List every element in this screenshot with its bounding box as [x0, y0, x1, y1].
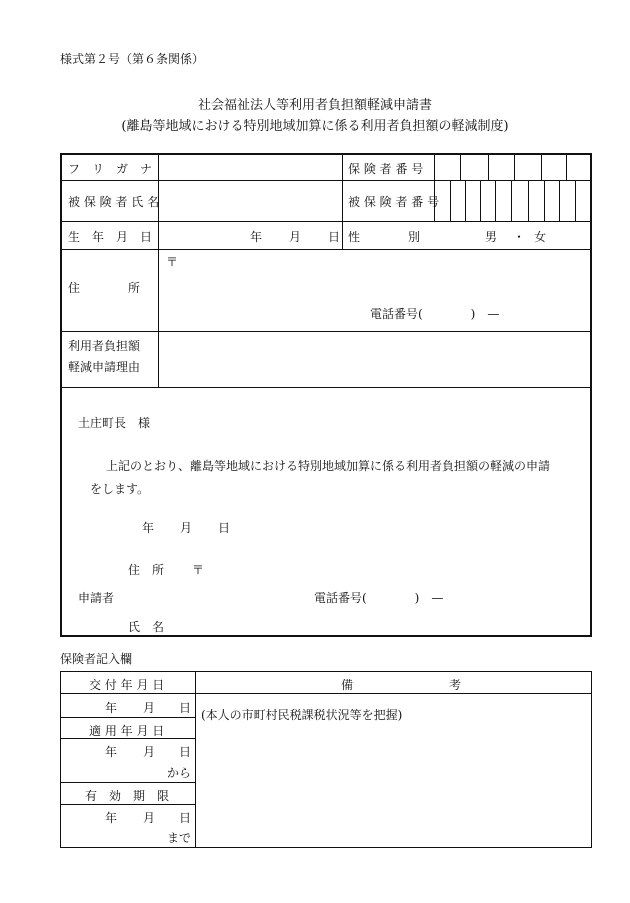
digit-box-divider [559, 180, 560, 221]
issue-month: 月 [143, 701, 156, 715]
row-divider [61, 693, 591, 694]
row-divider [62, 387, 590, 388]
sex-female[interactable]: 女 [534, 230, 547, 244]
digit-box-divider [566, 155, 567, 180]
date-month: 月 [180, 521, 193, 535]
statement-line2: をします。 [90, 482, 150, 496]
row-divider [62, 331, 590, 332]
date-year: 年 [142, 521, 155, 535]
dob-day: 日 [328, 230, 341, 244]
issue-date-label: 交 付 年 月 日 [89, 678, 165, 692]
postal-mark: 〒 [166, 255, 179, 269]
digit-box-divider [450, 180, 451, 221]
address-label: 住 所 [68, 281, 141, 295]
applicant-name-label: 氏 名 [128, 620, 165, 634]
sex-separator: ・ [513, 230, 526, 244]
apply-date-label: 適 用 年 月 日 [89, 724, 165, 738]
row-divider [61, 782, 195, 783]
form-title: 社会福祉法人等利用者負担額軽減申請書 [197, 98, 432, 113]
sex-label: 性 別 [348, 230, 421, 244]
address-field[interactable] [182, 253, 582, 301]
sex-male[interactable]: 男 [485, 230, 498, 244]
row-divider [61, 717, 195, 718]
form-subtitle: (離島等地域における特別地域加算に係る利用者負担額の軽減制度) [121, 119, 509, 134]
dob-label: 生 年 月 日 [68, 230, 153, 244]
issue-day: 日 [179, 701, 192, 715]
insured-name-label: 被 保 険 者 氏 名 [68, 195, 160, 209]
digit-box-divider [514, 155, 515, 180]
row-divider [62, 221, 590, 222]
row-divider [61, 804, 195, 805]
date-day: 日 [218, 521, 231, 535]
col-divider [342, 155, 343, 249]
row-divider [62, 249, 590, 250]
validity-label: 有 効 期 限 [85, 789, 170, 803]
insurer-number-label: 保 険 者 番 号 [348, 162, 424, 176]
digit-box-divider [488, 155, 489, 180]
form-number: 様式第２号（第６条関係） [60, 52, 205, 66]
apply-day: 日 [179, 745, 192, 759]
applicant-address-label: 住 所 [128, 563, 165, 577]
digit-box-divider [465, 180, 466, 221]
digit-box-divider [511, 180, 512, 221]
reason-label-line2: 軽減申請理由 [68, 360, 141, 374]
remarks-label: 備 考 [341, 678, 462, 692]
col-divider [158, 155, 159, 387]
main-form [60, 153, 592, 637]
digit-box-divider [541, 155, 542, 180]
remarks-field[interactable] [201, 724, 585, 842]
dob-year: 年 [250, 230, 263, 244]
addressee: 土庄町長 様 [78, 416, 151, 430]
valid-month: 月 [143, 811, 156, 825]
furigana-field[interactable] [166, 158, 336, 177]
insurer-section-heading: 保険者記入欄 [60, 652, 133, 666]
col-divider [195, 672, 196, 847]
insured-number-label: 被 保 険 者 番 号 [348, 195, 440, 209]
digit-box-divider [495, 180, 496, 221]
dob-month: 月 [289, 230, 302, 244]
applicant-phone-label: 電話番号( ) — [314, 591, 444, 605]
apply-month: 月 [143, 745, 156, 759]
col-divider [434, 155, 435, 221]
furigana-label: フ リ ガ ナ [68, 162, 153, 176]
applicant-postal-mark: 〒 [192, 563, 205, 577]
issue-year: 年 [105, 701, 118, 715]
reason-field[interactable] [166, 335, 586, 383]
digit-box-divider [480, 180, 481, 221]
statement-line1: 上記のとおり、離島等地域における特別地域加算に係る利用者負担額の軽減の申請 [106, 459, 551, 473]
digit-box-divider [544, 180, 545, 221]
phone-label: 電話番号( ) — [370, 307, 500, 321]
applicant-label: 申請者 [78, 591, 115, 605]
valid-year: 年 [105, 811, 118, 825]
reason-label-line1: 利用者負担額 [68, 339, 141, 353]
insured-name-field[interactable] [166, 185, 336, 217]
from-label: から [167, 766, 192, 780]
valid-day: 日 [179, 811, 192, 825]
digit-box-divider [460, 155, 461, 180]
until-label: まで [167, 831, 192, 845]
apply-year: 年 [105, 745, 118, 759]
insurer-table [60, 671, 592, 848]
remarks-text: (本人の市町村民税課税状況等を把握) [201, 708, 403, 722]
digit-box-divider [575, 180, 576, 221]
digit-box-divider [528, 180, 529, 221]
